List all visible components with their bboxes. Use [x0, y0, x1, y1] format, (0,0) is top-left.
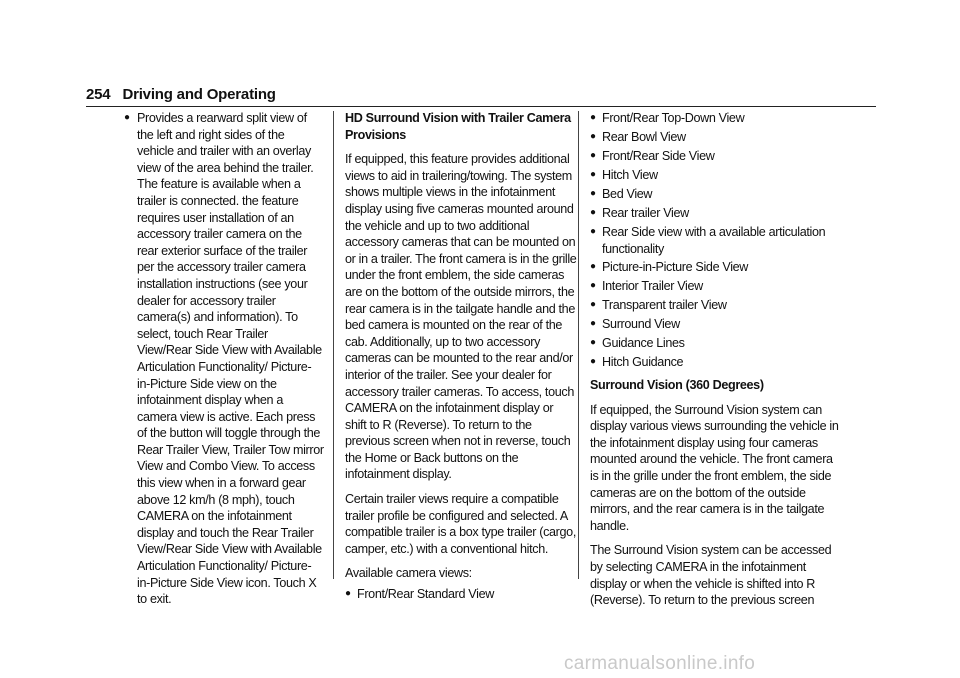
list-item — [590, 186, 840, 203]
bullet-list — [345, 586, 577, 603]
bullet-icon: ● — [590, 356, 596, 368]
bullet-text: Hitch Guidance — [602, 355, 684, 370]
list-item — [590, 259, 840, 276]
list-item — [345, 586, 577, 603]
list-item — [590, 205, 840, 222]
bullet-icon: ● — [124, 112, 130, 123]
bullet-icon: ● — [590, 280, 596, 292]
bullet-icon: ● — [590, 225, 596, 237]
list-item — [590, 335, 840, 352]
column-3 — [590, 110, 840, 617]
bullet-icon: ● — [590, 337, 596, 349]
bullet-text: Surround View — [602, 317, 680, 332]
paragraph: The Surround Vision system can be accessed by selecting CAMERA in the infotainment display or when the vehicle is shifted into R (Reverse). To return to the previous screen — [590, 543, 832, 608]
bullet-text: Rear Side view with a available articulation functionality — [602, 224, 826, 256]
bullet-text: Front/Rear Top-Down View — [602, 111, 745, 125]
bullet-text: Provides a rearward split view of the left and right sides of the vehicle and trailer with an overlay view of the area behind the trailer. The feature is available when a trailer is connected. the feature requires user installation of an accessory trailer camera on the rear exterior surface of the trailer per the accessory trailer camera installation instructions (see your dealer for accessory trailer camera(s) and information). To select, touch Rear Trailer View/Rear Side View with Available Articulation Functionality/ Picture-in-Picture Side view on the infotainment display when a camera view is active. Each press of the button will toggle through the Rear Trailer View, Trailer Tow mirror View and Combo View. To access this view when in a forward gear above 12 km/h (8 mph), touch CAMERA on the infotainment display and touch the Rear Trailer View/Rear Side View with Available Articulation Functionality/ Picture-in-Picture Side View icon. Touch X to exit. — [137, 111, 324, 607]
list-item — [590, 354, 840, 371]
column-1 — [124, 110, 324, 610]
bullet-text: Rear Bowl View — [602, 129, 686, 144]
list-item — [590, 167, 840, 184]
list-item — [590, 148, 840, 165]
bullet-icon: ● — [590, 187, 596, 199]
bullet-text: Rear trailer View — [602, 205, 689, 220]
watermark: carmanualsonline.info — [564, 653, 756, 674]
paragraph: If equipped, the Surround Vision system can display various views surrounding the vehicle in the infotainment display using four cameras mounted around the vehicle. The front camera is in the grille under the front emblem, the side cameras are on the bottom of the outside mirrors, and the rear camera is in the tailgate handle. — [590, 402, 839, 533]
bullet-text: Bed View — [602, 186, 653, 201]
header-rule — [86, 106, 876, 107]
subheading-hd-surround-vision: HD Surround Vision with Trailer Camera Provisions — [345, 111, 571, 142]
bullet-text: Transparent trailer View — [602, 298, 727, 313]
bullet-icon: ● — [345, 588, 351, 600]
bullet-text: Front/Rear Standard View — [357, 587, 494, 602]
column-divider-1 — [333, 111, 334, 579]
bullet-text: Front/Rear Side View — [602, 148, 715, 163]
bullet-icon: ● — [590, 149, 596, 161]
bullet-icon: ● — [590, 299, 596, 311]
bullet-text: Hitch View — [602, 167, 658, 182]
subheading-surround-vision: Surround Vision (360 Degrees) — [590, 378, 764, 392]
list-item — [124, 110, 324, 608]
bullet-icon: ● — [590, 112, 596, 123]
column-divider-2 — [578, 111, 579, 579]
paragraph: Available camera views: — [345, 566, 472, 581]
list-item — [590, 316, 840, 333]
bullet-text: Interior Trailer View — [602, 279, 703, 294]
page-number: 254 — [86, 86, 111, 103]
paragraph: If equipped, this feature provides additional views to aid in trailering/towing. The system shows multiple views in the infotainment display using five cameras mounted around the vehicle and up to two additional accessory cameras that can be mounted on or in a trailer. The front camera is in the grille under the front emblem, the side cameras are on the bottom of the outside mirrors, the rear camera is in the tailgate handle and the bed camera is mounted on the rear of the cab. Additionally, up to two accessory cameras can be mounted to the rear and/or interior of the trailer. See your dealer for accessory trailer cameras. To access, touch CAMERA on the infotainment display or shift to R (Reverse). To return to the previous screen when not in reverse, touch the Home or Back buttons on the infotainment display. — [345, 152, 577, 482]
list-item — [590, 224, 840, 257]
bullet-icon: ● — [590, 261, 596, 273]
bullet-icon: ● — [590, 168, 596, 180]
paragraph: Certain trailer views require a compatible trailer profile be configured and selected. A compatible trailer is a box type trailer (cargo, camper, etc.) with a conventional hitch. — [345, 492, 576, 556]
camera-views-list — [590, 110, 840, 371]
page-header — [86, 86, 876, 104]
list-item — [590, 129, 840, 146]
list-item — [590, 110, 840, 127]
bullet-text: Guidance Lines — [602, 336, 685, 351]
list-item — [590, 297, 840, 314]
bullet-icon: ● — [590, 206, 596, 218]
bullet-list — [124, 110, 324, 608]
section-title: Driving and Operating — [122, 86, 276, 103]
bullet-text: Picture-in-Picture Side View — [602, 260, 749, 275]
bullet-icon: ● — [590, 318, 596, 330]
bullet-icon: ● — [590, 130, 596, 142]
list-item — [590, 278, 840, 295]
column-2 — [345, 110, 577, 605]
